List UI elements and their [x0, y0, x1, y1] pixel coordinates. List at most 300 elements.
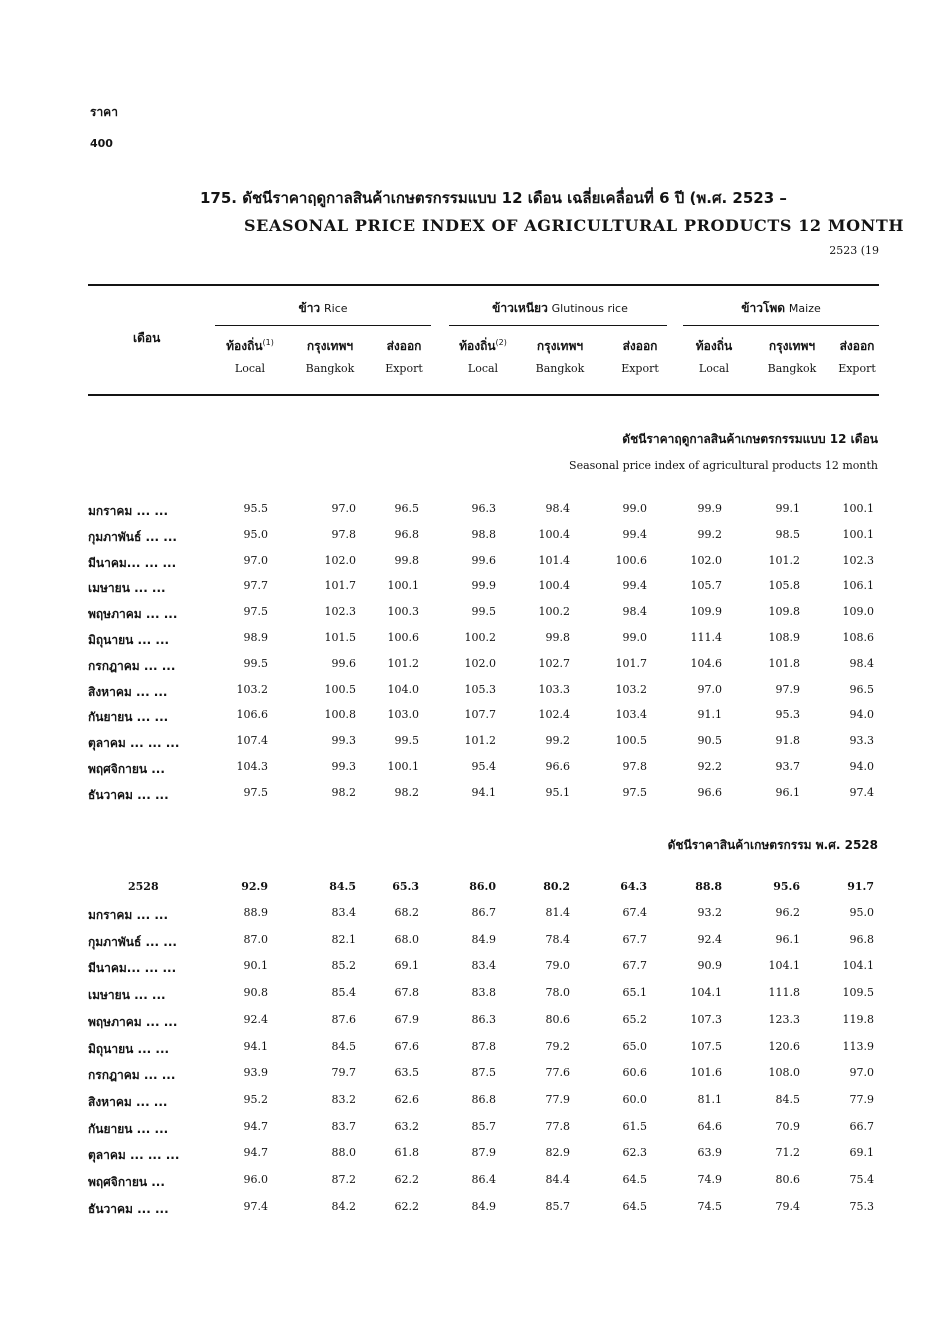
table-cell: 65.0 — [622, 1039, 647, 1053]
table-cell: 68.0 — [394, 932, 419, 946]
table-cell: 97.4 — [849, 785, 874, 799]
table-cell: 91.8 — [775, 734, 800, 748]
table-cell: 108.6 — [842, 631, 874, 644]
table-cell: 65.2 — [622, 1012, 647, 1026]
table-cell: 99.5 — [471, 605, 496, 619]
column-header-thai: ส่งออก — [386, 339, 422, 353]
table-row — [0, 959, 941, 979]
column-header-english: Bangkok — [767, 362, 817, 375]
table-cell: 79.4 — [775, 1199, 800, 1213]
table-cell: 84.5 — [329, 880, 356, 893]
month-label: พฤษภาคม ... ... — [88, 607, 178, 622]
table-cell: 99.6 — [471, 553, 496, 567]
table-cell: 96.1 — [775, 932, 800, 946]
table-row — [0, 683, 941, 703]
year-label: 2528 — [128, 880, 159, 893]
table-cell: 113.9 — [842, 1039, 874, 1053]
table-row — [0, 528, 941, 548]
section2-heading-thai: ดัชนีราคาสินค้าเกษตรกรรม พ.ศ. 2528 — [667, 838, 878, 852]
table-cell: 101.4 — [538, 553, 570, 567]
group-header-rice — [268, 299, 378, 318]
table-cell: 80.6 — [775, 1173, 800, 1186]
table-cell: 107.7 — [464, 708, 496, 722]
table-cell: 64.3 — [620, 880, 647, 893]
column-header-english: Local — [467, 362, 499, 375]
table-cell: 97.8 — [331, 527, 356, 541]
table-cell: 102.0 — [690, 553, 722, 567]
table-cell: 95.2 — [243, 1092, 268, 1106]
group-header-glutinous — [470, 299, 650, 318]
table-row — [0, 933, 941, 953]
table-cell: 104.1 — [842, 959, 874, 973]
table-cell: 97.4 — [243, 1199, 268, 1213]
column-header-thai: ท้องถิ่น — [695, 339, 733, 353]
table-row — [0, 502, 941, 522]
table-cell: 103.4 — [615, 708, 647, 722]
table-cell: 62.2 — [394, 1199, 419, 1213]
table-cell: 100.2 — [538, 605, 570, 619]
table-cell: 109.5 — [842, 986, 874, 1000]
table-cell: 101.7 — [615, 656, 647, 670]
table-cell: 100.1 — [387, 760, 419, 773]
table-cell: 83.2 — [331, 1092, 356, 1106]
table-cell: 96.1 — [775, 785, 800, 799]
group-rule-rice — [215, 325, 431, 326]
table-cell: 99.5 — [243, 656, 268, 670]
table-cell: 107.5 — [690, 1039, 722, 1053]
table-cell: 99.9 — [697, 502, 722, 515]
table-cell: 97.0 — [849, 1066, 874, 1080]
table-cell: 75.4 — [849, 1173, 874, 1186]
group-rule-glutinous — [449, 325, 667, 326]
column-header-english: Export — [385, 362, 423, 375]
table-cell: 93.7 — [775, 760, 800, 773]
table-cell: 65.3 — [392, 880, 419, 893]
table-top-rule — [88, 284, 879, 286]
table-cell: 108.0 — [768, 1066, 800, 1080]
table-cell: 66.7 — [849, 1119, 874, 1133]
month-label: กรกฎาคม ... ... — [88, 1068, 176, 1083]
table-cell: 100.5 — [324, 682, 356, 696]
table-cell: 68.2 — [394, 906, 419, 919]
table-cell: 86.3 — [471, 1012, 496, 1026]
table-cell: 111.8 — [768, 986, 800, 1000]
table-cell: 99.4 — [622, 579, 647, 593]
table-cell: 69.1 — [394, 959, 419, 973]
table-cell: 99.6 — [331, 656, 356, 670]
table-cell: 67.7 — [622, 932, 647, 946]
table-cell: 105.3 — [464, 682, 496, 696]
table-cell: 97.0 — [331, 502, 356, 515]
table-cell: 97.5 — [243, 785, 268, 799]
table-cell: 83.8 — [471, 986, 496, 1000]
table-cell: 100.4 — [538, 527, 570, 541]
table-cell: 101.2 — [464, 734, 496, 748]
table-cell: 97.0 — [243, 553, 268, 567]
table-cell: 109.9 — [690, 605, 722, 619]
table-cell: 70.9 — [775, 1119, 800, 1133]
table-row — [0, 708, 941, 728]
table-cell: 61.8 — [394, 1146, 419, 1160]
month-label: สิงหาคม ... ... — [88, 684, 168, 699]
page-number: 400 — [90, 137, 113, 150]
table-cell: 101.2 — [768, 553, 800, 567]
month-label: พฤษภาคม ... ... — [88, 1014, 178, 1029]
column-header-thai: ท้องถิ่น — [226, 339, 263, 353]
table-cell: 119.8 — [842, 1012, 874, 1026]
table-row — [0, 657, 941, 677]
table-cell: 81.4 — [545, 906, 570, 919]
month-label: กันยายน ... ... — [88, 1121, 169, 1136]
table-cell: 79.0 — [545, 959, 570, 973]
table-cell: 86.4 — [471, 1173, 496, 1186]
table-cell: 99.5 — [394, 734, 419, 748]
table-cell: 98.4 — [545, 502, 570, 515]
column-header-english: Export — [838, 362, 876, 375]
table-cell: 79.7 — [331, 1066, 356, 1080]
table-row — [0, 986, 941, 1006]
column-header — [674, 337, 754, 375]
month-label: กุมภาพันธ์ ... ... — [88, 529, 177, 544]
table-cell: 101.5 — [324, 631, 356, 644]
table-cell: 94.0 — [849, 708, 874, 722]
table-cell: 84.5 — [775, 1092, 800, 1106]
table-cell: 95.0 — [849, 906, 874, 919]
table-cell: 64.5 — [622, 1173, 647, 1186]
month-label: กรกฎาคม ... ... — [88, 658, 176, 673]
table-cell: 99.4 — [622, 527, 647, 541]
table-cell: 86.7 — [471, 906, 496, 919]
month-label: มิถุนายน ... ... — [88, 1041, 170, 1056]
table-cell: 102.3 — [324, 605, 356, 619]
group-rule-maize — [683, 325, 879, 326]
column-header-english: Local — [698, 362, 730, 375]
table-cell: 100.8 — [324, 708, 356, 722]
table-cell: 100.1 — [842, 502, 874, 515]
table-cell: 109.8 — [768, 605, 800, 619]
section1-heading-thai: ดัชนีราคาฤดูกาลสินค้าเกษตรกรรมแบบ 12 เดือน — [622, 432, 878, 446]
table-row — [0, 1146, 941, 1166]
table-cell: 67.8 — [394, 986, 419, 1000]
table-cell: 103.0 — [387, 708, 419, 722]
table-cell: 79.2 — [545, 1039, 570, 1053]
table-cell: 98.9 — [243, 631, 268, 644]
month-label: กุมภาพันธ์ ... ... — [88, 934, 177, 949]
month-label: พฤศจิกายน ... — [88, 1175, 165, 1189]
column-header-thai: กรุงเทพฯ — [536, 339, 584, 353]
table-cell: 93.2 — [697, 906, 722, 919]
table-cell: 107.4 — [236, 734, 268, 748]
table-cell: 63.9 — [697, 1146, 722, 1160]
table-cell: 96.5 — [849, 682, 874, 696]
table-cell: 97.9 — [775, 682, 800, 696]
table-cell: 109.0 — [842, 605, 874, 619]
group-header-english: Glutinous rice — [551, 302, 628, 315]
table-cell: 87.8 — [471, 1039, 496, 1053]
table-row — [0, 906, 941, 926]
table-cell: 64.6 — [697, 1119, 722, 1133]
table-cell: 84.9 — [471, 932, 496, 946]
year-range: 2523 (19 — [829, 244, 879, 257]
column-header — [817, 337, 897, 375]
table-cell: 104.6 — [690, 656, 722, 670]
table-cell: 80.6 — [545, 1012, 570, 1026]
table-cell: 96.8 — [849, 932, 874, 946]
table-cell: 100.6 — [387, 631, 419, 644]
table-cell: 83.4 — [471, 959, 496, 973]
column-header — [210, 337, 290, 375]
year-summary-row — [0, 880, 941, 900]
table-cell: 107.3 — [690, 1012, 722, 1026]
table-cell: 101.7 — [324, 579, 356, 593]
table-cell: 95.4 — [471, 760, 496, 773]
month-label: กันยายน ... ... — [88, 710, 169, 725]
table-cell: 78.0 — [545, 986, 570, 1000]
section-label: ราคา — [90, 105, 118, 119]
table-cell: 90.1 — [243, 959, 268, 973]
table-cell: 95.0 — [243, 527, 268, 541]
table-cell: 106.1 — [842, 579, 874, 593]
month-label: ตุลาคม ... ... ... — [88, 736, 180, 751]
table-cell: 62.6 — [394, 1092, 419, 1106]
table-cell: 100.2 — [464, 631, 496, 644]
table-cell: 97.5 — [243, 605, 268, 619]
table-title-thai: 175. ดัชนีราคาฤดูกาลสินค้าเกษตรกรรมแบบ 12 เดือน เฉลี่ยเคลื่อนที่ 6 ปี (พ.ศ. 2523 – — [200, 189, 787, 207]
table-cell: 90.9 — [697, 959, 722, 973]
month-label: มกราคม ... ... — [88, 908, 169, 922]
table-cell: 100.3 — [387, 605, 419, 619]
table-cell: 88.0 — [331, 1146, 356, 1160]
table-cell: 78.4 — [545, 932, 570, 946]
table-cell: 84.2 — [331, 1199, 356, 1213]
table-cell: 96.2 — [775, 906, 800, 919]
table-cell: 104.3 — [236, 760, 268, 773]
table-row — [0, 554, 941, 574]
table-cell: 74.5 — [697, 1199, 722, 1213]
table-cell: 104.1 — [768, 959, 800, 973]
table-cell: 94.7 — [243, 1146, 268, 1160]
table-cell: 93.9 — [243, 1066, 268, 1080]
table-row — [0, 786, 941, 806]
table-cell: 85.2 — [331, 959, 356, 973]
month-label: เมษายน ... ... — [88, 988, 166, 1003]
table-cell: 91.7 — [847, 880, 874, 893]
table-cell: 123.3 — [768, 1012, 800, 1026]
table-cell: 64.5 — [622, 1199, 647, 1213]
table-cell: 94.1 — [243, 1039, 268, 1053]
table-cell: 60.6 — [622, 1066, 647, 1080]
table-cell: 88.9 — [243, 906, 268, 919]
table-row — [0, 579, 941, 599]
table-cell: 96.8 — [394, 527, 419, 541]
table-cell: 103.2 — [615, 682, 647, 696]
table-cell: 92.4 — [697, 932, 722, 946]
table-cell: 102.0 — [324, 553, 356, 567]
table-cell: 99.2 — [697, 527, 722, 541]
table-cell: 99.1 — [775, 502, 800, 515]
table-cell: 104.1 — [690, 986, 722, 1000]
table-cell: 94.1 — [471, 785, 496, 799]
table-cell: 88.8 — [695, 880, 722, 893]
table-cell: 87.5 — [471, 1066, 496, 1080]
table-cell: 62.3 — [622, 1146, 647, 1160]
table-cell: 102.0 — [464, 656, 496, 670]
table-cell: 62.2 — [394, 1173, 419, 1186]
month-label: ธันวาคม ... ... — [88, 787, 169, 802]
table-row — [0, 1200, 941, 1220]
column-header — [520, 337, 600, 375]
table-cell: 100.6 — [615, 553, 647, 567]
table-cell: 87.9 — [471, 1146, 496, 1160]
table-cell: 98.8 — [471, 527, 496, 541]
column-header — [364, 337, 444, 375]
table-row — [0, 1093, 941, 1113]
table-cell: 69.1 — [849, 1146, 874, 1160]
table-cell: 67.7 — [622, 959, 647, 973]
column-header-english: Export — [621, 362, 659, 375]
month-label: มีนาคม... ... ... — [88, 555, 177, 570]
table-cell: 108.9 — [768, 631, 800, 644]
table-cell: 99.3 — [331, 734, 356, 748]
table-cell: 71.2 — [775, 1146, 800, 1160]
month-label: ธันวาคม ... ... — [88, 1201, 169, 1216]
footnote-marker: (1) — [262, 338, 274, 347]
table-cell: 102.4 — [538, 708, 570, 722]
table-cell: 85.7 — [471, 1119, 496, 1133]
column-header — [600, 337, 680, 375]
group-header-thai: ข้าวเหนียว — [492, 301, 548, 315]
table-cell: 111.4 — [690, 631, 722, 644]
table-cell: 100.5 — [615, 734, 647, 748]
table-cell: 102.7 — [538, 656, 570, 670]
table-cell: 63.5 — [394, 1066, 419, 1080]
table-cell: 95.1 — [545, 785, 570, 799]
table-cell: 105.7 — [690, 579, 722, 593]
table-cell: 100.4 — [538, 579, 570, 593]
table-cell: 75.3 — [849, 1199, 874, 1213]
month-label: มีนาคม... ... ... — [88, 961, 177, 976]
table-row — [0, 734, 941, 754]
table-cell: 95.5 — [243, 502, 268, 515]
table-cell: 99.0 — [622, 502, 647, 515]
column-header-thai: ส่งออก — [839, 339, 875, 353]
table-cell: 74.9 — [697, 1173, 722, 1186]
table-cell: 101.8 — [768, 656, 800, 670]
table-cell: 91.1 — [697, 708, 722, 722]
table-cell: 67.6 — [394, 1039, 419, 1053]
table-cell: 61.5 — [622, 1119, 647, 1133]
month-header: เดือน — [133, 331, 161, 345]
table-row — [0, 1066, 941, 1086]
table-cell: 97.0 — [697, 682, 722, 696]
group-header-thai: ข้าว — [298, 301, 321, 315]
table-cell: 96.6 — [545, 760, 570, 773]
table-cell: 80.2 — [543, 880, 570, 893]
table-cell: 97.7 — [243, 579, 268, 593]
table-cell: 83.7 — [331, 1119, 356, 1133]
table-cell: 63.2 — [394, 1119, 419, 1133]
table-cell: 96.3 — [471, 502, 496, 515]
column-header-english: Bangkok — [305, 362, 355, 375]
column-header-thai: กรุงเทพฯ — [768, 339, 816, 353]
table-cell: 92.4 — [243, 1012, 268, 1026]
table-cell: 82.1 — [331, 932, 356, 946]
table-row — [0, 631, 941, 651]
table-cell: 84.5 — [331, 1039, 356, 1053]
table-cell: 77.9 — [849, 1092, 874, 1106]
table-row — [0, 760, 941, 780]
table-cell: 90.5 — [697, 734, 722, 748]
table-cell: 102.3 — [842, 553, 874, 567]
table-cell: 90.8 — [243, 986, 268, 1000]
month-label: สิงหาคม ... ... — [88, 1094, 168, 1109]
table-cell: 94.7 — [243, 1119, 268, 1133]
table-cell: 99.0 — [622, 631, 647, 644]
table-cell: 100.1 — [842, 527, 874, 541]
table-row — [0, 1040, 941, 1060]
table-row — [0, 1120, 941, 1140]
table-cell: 85.7 — [545, 1199, 570, 1213]
table-cell: 98.5 — [775, 527, 800, 541]
table-cell: 81.1 — [697, 1092, 722, 1106]
table-cell: 85.4 — [331, 986, 356, 1000]
table-cell: 98.4 — [622, 605, 647, 619]
table-cell: 120.6 — [768, 1039, 800, 1053]
table-cell: 99.8 — [394, 553, 419, 567]
table-cell: 97.8 — [622, 760, 647, 773]
table-cell: 86.8 — [471, 1092, 496, 1106]
table-cell: 82.9 — [545, 1146, 570, 1160]
table-cell: 99.3 — [331, 760, 356, 773]
column-header-thai: ท้องถิ่น — [459, 339, 496, 353]
month-label: ตุลาคม ... ... ... — [88, 1148, 180, 1163]
table-cell: 98.2 — [331, 785, 356, 799]
month-label: พฤศจิกายน ... — [88, 762, 165, 776]
table-cell: 99.9 — [471, 579, 496, 593]
column-header-thai: กรุงเทพฯ — [306, 339, 354, 353]
table-cell: 92.2 — [697, 760, 722, 773]
table-cell: 96.0 — [243, 1173, 268, 1186]
table-cell: 99.8 — [545, 631, 570, 644]
table-cell: 106.6 — [236, 708, 268, 722]
table-cell: 99.2 — [545, 734, 570, 748]
column-header — [443, 337, 523, 375]
column-header-english: Local — [234, 362, 266, 375]
table-cell: 94.0 — [849, 760, 874, 773]
table-cell: 84.9 — [471, 1199, 496, 1213]
month-label: มกราคม ... ... — [88, 504, 169, 518]
table-row — [0, 1013, 941, 1033]
group-header-english: Maize — [788, 302, 821, 315]
table-cell: 98.2 — [394, 785, 419, 799]
table-cell: 98.4 — [849, 656, 874, 670]
section1-heading-english: Seasonal price index of agricultural products 12 month — [569, 459, 878, 472]
table-cell: 104.0 — [387, 682, 419, 696]
table-cell: 60.0 — [622, 1092, 647, 1106]
group-header-english: Rice — [324, 302, 348, 315]
table-cell: 105.8 — [768, 579, 800, 593]
table-cell: 77.9 — [545, 1092, 570, 1106]
table-cell: 84.4 — [545, 1173, 570, 1186]
month-label: มิถุนายน ... ... — [88, 633, 170, 647]
table-cell: 103.3 — [538, 682, 570, 696]
table-cell: 103.2 — [236, 682, 268, 696]
table-cell: 87.6 — [331, 1012, 356, 1026]
table-cell: 97.5 — [622, 785, 647, 799]
column-header — [290, 337, 370, 375]
table-cell: 86.0 — [469, 880, 496, 893]
table-cell: 95.3 — [775, 708, 800, 722]
